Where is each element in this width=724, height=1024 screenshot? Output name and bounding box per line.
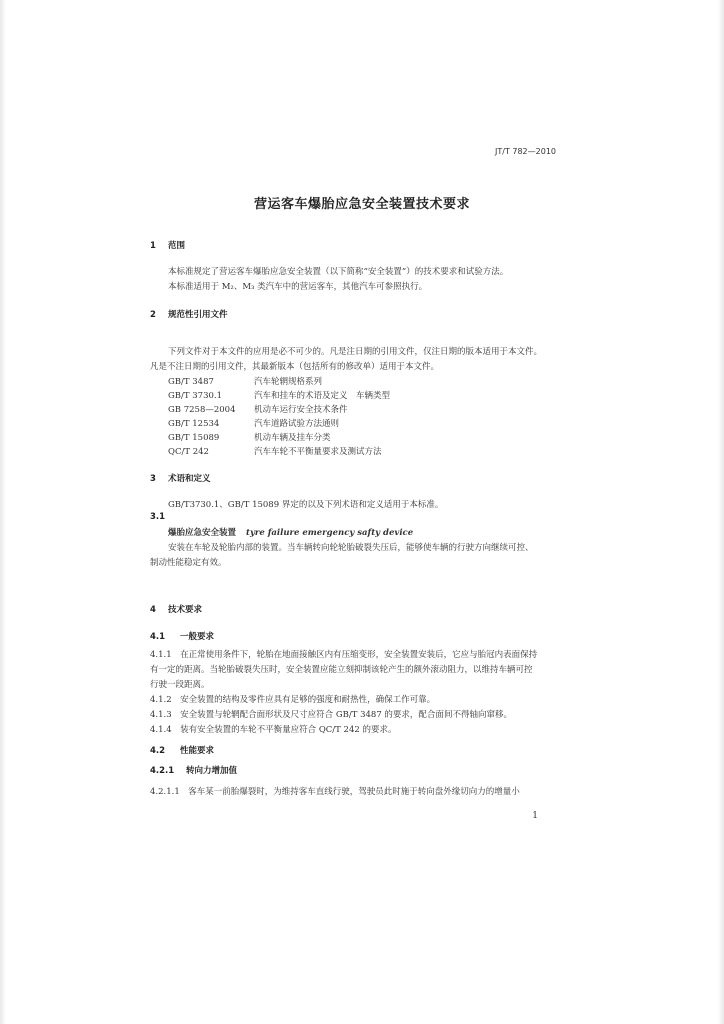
section-number: 4 <box>150 605 156 615</box>
standard-code: JT/T 782—2010 <box>495 147 556 156</box>
reference-title: 汽车道路试验方法通则 <box>254 419 340 429</box>
reference-entry <box>168 403 348 415</box>
reference-entry <box>168 375 322 387</box>
reference-title: 机动车辆及挂车分类 <box>254 433 331 443</box>
reference-entry <box>168 417 339 429</box>
section-1-heading <box>150 239 185 251</box>
clause-4-1-4: 4.1.4 装有安全装置的车轮不平衡量应符合 QC/T 242 的要求。 <box>150 725 397 735</box>
section-number: 2 <box>150 310 156 320</box>
clause-4-1-2: 4.1.2 安全装置的结构及零件应具有足够的强度和耐热性，确保工作可靠。 <box>150 695 436 705</box>
subsection-4-1-heading <box>150 630 214 642</box>
scan-edge-left <box>0 0 6 1024</box>
subsection-number: 4.2.1 <box>150 766 175 776</box>
subsection-title: 性能要求 <box>180 746 215 756</box>
scope-paragraph-2: 本标准适用于 M₂、M₃ 类汽车中的营运客车，其他汽车可参照执行。 <box>168 282 428 292</box>
section-title: 规范性引用文件 <box>168 310 228 320</box>
clause-4-1-1-line-2: 有一定的距离。当轮胎破裂失压时，安全装置应能立刻抑制该轮产生的额外滚动阻力，以维持车辆可控 <box>150 665 533 675</box>
subsection-4-2-heading <box>150 744 214 756</box>
scope-paragraph-1: 本标准规定了营运客车爆胎应急安全装置（以下简称“安全装置”）的技术要求和试验方法。 <box>168 267 509 277</box>
clause-4-1-3: 4.1.3 安全装置与轮辋配合面形状及尺寸应符合 GB/T 3487 的要求，配合面间不得轴向窜移。 <box>150 710 512 720</box>
term-number: 3.1 <box>150 512 166 522</box>
subsection-title: 一般要求 <box>180 632 215 642</box>
reference-code: GB/T 15089 <box>168 433 220 443</box>
normative-intro-line-2: 凡是不注日期的引用文件，其最新版本（包括所有的修改单）适用于本文件。 <box>150 362 440 372</box>
normative-intro-line-1: 下列文件对于本文件的应用是必不可少的。凡是注日期的引用文件，仅注日期的版本适用于本文件。 <box>168 347 543 357</box>
subsection-4-2-1-heading <box>150 764 237 776</box>
scan-edge-right <box>718 0 724 1024</box>
reference-code: GB 7258—2004 <box>168 405 236 415</box>
subsection-number: 4.2 <box>150 746 166 756</box>
section-2-heading <box>150 308 228 320</box>
subsection-number: 4.1 <box>150 632 166 642</box>
reference-title: 汽车和挂车的术语及定义 车辆类型 <box>254 391 391 401</box>
clause-4-2-1-1: 4.2.1.1 客车某一前胎爆裂时，为维持客车直线行驶，驾驶员此时施于转向盘外缘切向力的增量小 <box>150 787 520 797</box>
reference-title: 汽车轮辋规格系列 <box>254 377 323 387</box>
section-3-heading <box>150 472 211 484</box>
clause-4-1-1-line-1: 4.1.1 在正常使用条件下，轮胎在地面接触区内有压缩变形，安全装置安装后，它应与胎冠内表面保持 <box>150 650 538 660</box>
term-entry <box>168 526 413 538</box>
term-definition-line-2: 制动性能稳定有效。 <box>150 558 227 568</box>
page-number: 1 <box>532 811 538 821</box>
reference-entry <box>168 431 331 443</box>
subsection-title: 转向力增加值 <box>186 766 238 776</box>
section-title: 术语和定义 <box>168 474 211 484</box>
reference-code: QC/T 242 <box>168 447 209 457</box>
document-title: 营运客车爆胎应急安全装置技术要求 <box>253 197 470 212</box>
term-english: tyre failure emergency safty device <box>246 528 414 538</box>
section-number: 3 <box>150 474 156 484</box>
section-title: 范围 <box>168 241 186 251</box>
reference-code: GB/T 12534 <box>168 419 220 429</box>
reference-entry <box>168 389 390 401</box>
section-number: 1 <box>150 241 156 251</box>
term-chinese: 爆胎应急安全装置 <box>168 528 237 538</box>
reference-code: GB/T 3487 <box>168 377 214 387</box>
term-definition-line-1: 安装在车轮及轮胎内部的装置。当车辆转向轮轮胎破裂失压后，能够使车辆的行驶方向继续可控、 <box>168 543 534 553</box>
section-title: 技术要求 <box>168 605 203 615</box>
terms-intro: GB/T3730.1、GB/T 15089 界定的以及下列术语和定义适用于本标准。 <box>168 500 444 510</box>
reference-entry <box>168 445 382 457</box>
reference-title: 汽车车轮不平衡量要求及测试方法 <box>254 447 382 457</box>
reference-code: GB/T 3730.1 <box>168 391 223 401</box>
section-4-heading <box>150 603 202 615</box>
reference-title: 机动车运行安全技术条件 <box>254 405 348 415</box>
clause-4-1-1-line-3: 行驶一段距离。 <box>150 680 210 690</box>
